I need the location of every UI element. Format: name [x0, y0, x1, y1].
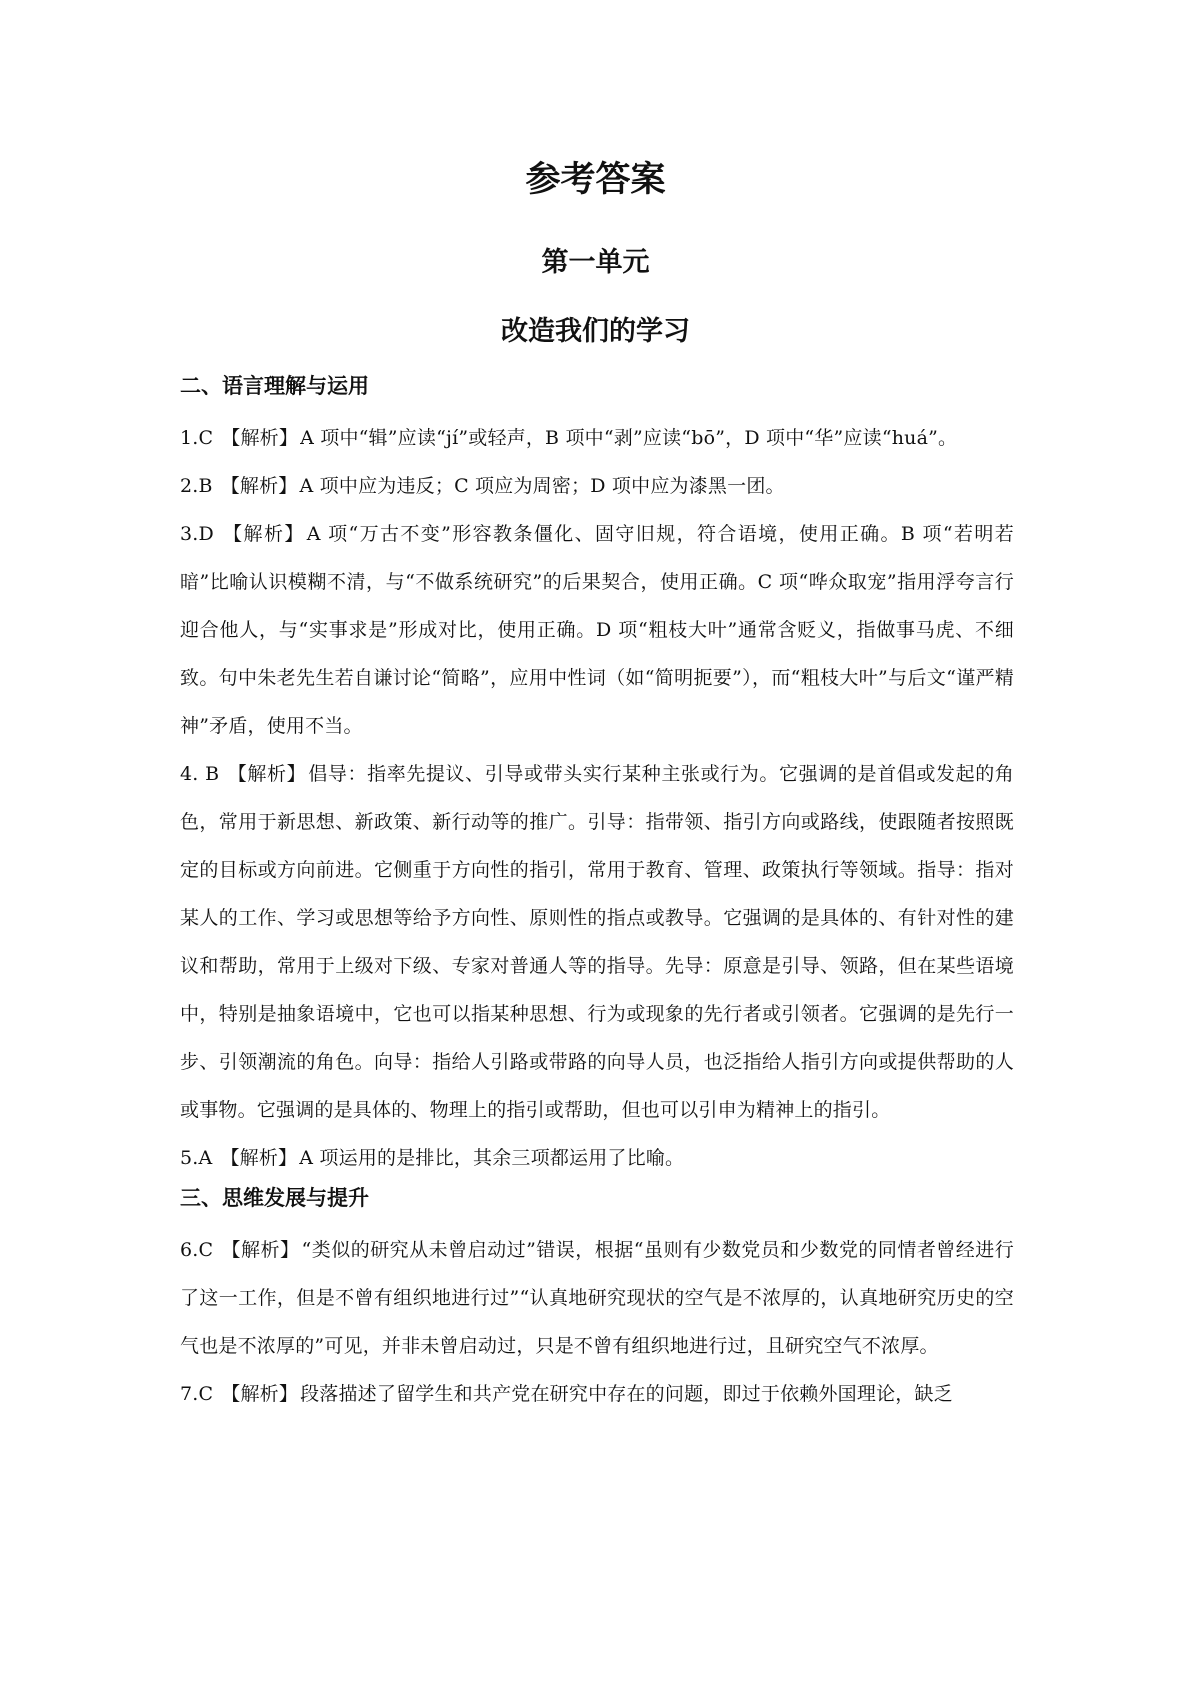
answer-text: “类似的研究从未曾启动过”错误，根据“虽则有少数党员和少数党的同情者曾经进行了这一工作，但是不曾有组织地进行过”“认真地研究现状的空气是不浓厚的，认真地研究历史的空气也是不浓厚的”可见，并非未曾启动过，只是不曾有组织地进行过，且研究空气不浓厚。	[180, 1239, 1014, 1357]
answer-text: A 项“万古不变”形容教条僵化、固守旧规，符合语境，使用正确。B 项“若明若暗”比喻认识模糊不清，与“不做系统研究”的后果契合，使用正确。C 项“哗众取宠”指用浮夸言行迎合他人，与“实事求是”形成对比，使用正确。D 项“粗枝大叶”通常含贬义，指做事马虎、不细致。句中朱老先生若自谦讨论“简略”，应用中性词（如“简明扼要”），而“粗枝大叶”与后文“谨严精神”矛盾，使用不当。	[180, 523, 1014, 737]
section-language	[180, 370, 1014, 1182]
answer-item	[180, 1370, 1014, 1418]
analysis-tag: 【解析】	[221, 523, 305, 545]
section-thinking	[180, 1182, 1014, 1418]
answer-item	[180, 1226, 1014, 1370]
lesson-title: 改造我们的学习	[501, 316, 690, 347]
answer-number: 3.D	[180, 523, 214, 545]
answer-number: 2.B	[180, 475, 213, 497]
section-heading: 二、语言理解与运用	[180, 374, 369, 398]
answer-text: 倡导：指率先提议、引导或带头实行某种主张或行为。它强调的是首倡或发起的角色，常用于新思想、新政策、新行动等的推广。引导：指带领、指引方向或路线，使跟随者按照既定的目标或方向前进。它侧重于方向性的指引，常用于教育、管理、政策执行等领域。指导：指对某人的工作、学习或思想等给予方向性、原则性的指点或教导。它强调的是具体的、有针对性的建议和帮助，常用于上级对下级、专家对普通人等的指导。先导：原意是引导、领路，但在某些语境中，特别是抽象语境中，它也可以指某种思想、行为或现象的先行者或引领者。它强调的是先行一步、引领潮流的角色。向导：指给人引路或带路的向导人员，也泛指给人指引方向或提供帮助的人或事物。它强调的是具体的、物理上的指引或帮助，但也可以引申为精神上的指引。	[180, 763, 1015, 1121]
answer-content	[180, 370, 1014, 1418]
answer-number: 7.C	[180, 1383, 214, 1405]
analysis-tag: 【解析】	[221, 1239, 300, 1261]
answer-number: 1.C	[180, 427, 214, 449]
analysis-tag: 【解析】	[220, 475, 298, 497]
answer-text: A 项运用的是排比，其余三项都运用了比喻。	[299, 1147, 685, 1169]
analysis-tag: 【解析】	[220, 1147, 298, 1169]
answer-item	[180, 510, 1014, 750]
answer-number: 5.A	[180, 1147, 213, 1169]
answer-number: 6.C	[180, 1239, 214, 1261]
unit-title: 第一单元	[541, 247, 650, 278]
answer-item	[180, 750, 1014, 1134]
analysis-tag: 【解析】	[221, 427, 299, 449]
section-heading: 三、思维发展与提升	[180, 1186, 369, 1210]
answer-number: 4. B	[180, 763, 220, 785]
answer-item	[180, 414, 1014, 462]
answer-text: A 项中应为违反；C 项应为周密；D 项中应为漆黑一团。	[299, 475, 785, 497]
answer-text: 段落描述了留学生和共产党在研究中存在的问题，即过于依赖外国理论，缺乏	[300, 1383, 953, 1405]
answer-text: A 项中“辑”应读“jí”或轻声，B 项中“剥”应读“bō”，D 项中“华”应读“huá”。	[300, 427, 958, 449]
analysis-tag: 【解析】	[227, 763, 307, 785]
analysis-tag: 【解析】	[221, 1383, 299, 1405]
page-title: 参考答案	[525, 160, 666, 200]
answer-item	[180, 1134, 1014, 1182]
answer-item	[180, 462, 1014, 510]
